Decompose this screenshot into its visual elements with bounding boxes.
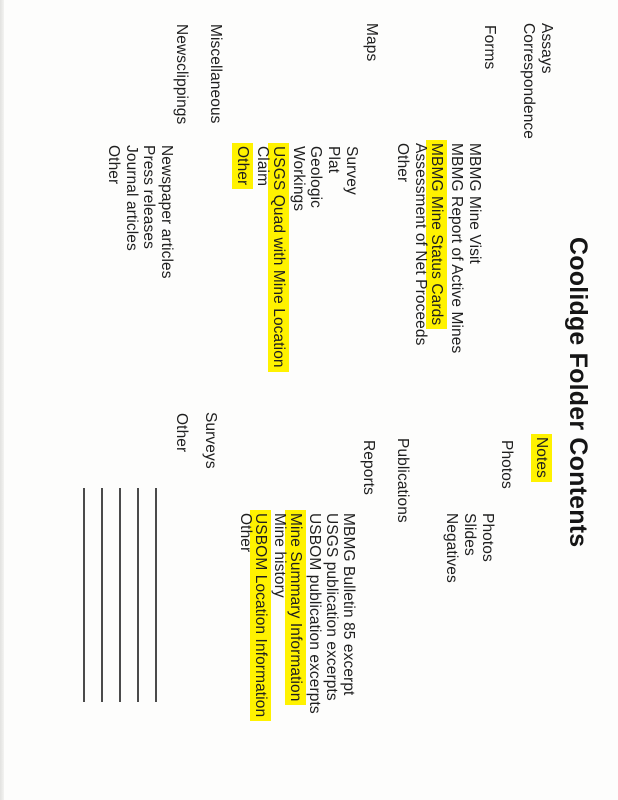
section-label-maps: Maps bbox=[363, 23, 380, 62]
list-item: Claim bbox=[254, 146, 271, 187]
blank-line bbox=[155, 488, 157, 702]
scan-edge-shadow bbox=[0, 0, 4, 800]
list-item-highlighted: MBMG Mine Status Cards bbox=[426, 140, 447, 329]
list-item: Other bbox=[394, 143, 411, 183]
section-label-notes: Notes bbox=[531, 434, 552, 482]
list-item: Journal articles bbox=[123, 145, 140, 251]
list-item: Press releases bbox=[140, 145, 157, 249]
blank-line bbox=[101, 488, 103, 702]
section-label-surveys: Surveys bbox=[202, 412, 219, 469]
section-label-reports: Reports bbox=[360, 440, 377, 495]
list-item: Other bbox=[105, 145, 122, 185]
section-label-forms: Forms bbox=[481, 25, 498, 70]
list-item: Plat bbox=[325, 146, 342, 174]
list-item: MBMG Bulletin 85 excerpt bbox=[340, 513, 357, 696]
list-item: Slides bbox=[461, 513, 478, 556]
section-label-publications: Publications bbox=[394, 438, 411, 523]
list-item: Negatives bbox=[443, 513, 460, 583]
list-item: Other bbox=[237, 513, 254, 553]
list-item-highlighted: USBOM Location Information bbox=[250, 510, 271, 721]
list-item-highlighted: Mine Summary Information bbox=[285, 510, 306, 705]
list-item: Geologic bbox=[307, 146, 324, 208]
list-item: USGS publication excerpts bbox=[323, 513, 340, 701]
section-label-assays: Assays bbox=[538, 23, 555, 74]
list-item: MBMG Report of Active Mines bbox=[448, 143, 465, 354]
list-item: Mine history bbox=[271, 513, 288, 598]
list-item: Survey bbox=[343, 146, 360, 195]
blank-line bbox=[137, 488, 139, 702]
blank-line bbox=[83, 488, 85, 702]
list-item: Assessment of Net Proceeds bbox=[412, 143, 429, 346]
list-item-highlighted: USGS Quad with Mine Location bbox=[268, 143, 289, 372]
blank-line bbox=[119, 488, 121, 702]
section-label-miscellaneous: Miscellaneous bbox=[207, 24, 224, 124]
page-title: Coolidge Folder Contents bbox=[564, 237, 592, 548]
list-item: Photos bbox=[479, 513, 496, 562]
section-label-newsclippings: Newsclippings bbox=[173, 24, 190, 125]
list-item: MBMG Mine Visit bbox=[466, 143, 483, 264]
list-item: Workings bbox=[290, 146, 307, 212]
list-item: Newspaper articles bbox=[158, 145, 175, 279]
list-item-highlighted: Other bbox=[232, 143, 253, 189]
section-label-correspondence: Correspondence bbox=[520, 23, 537, 139]
list-item: USBOM publication excerpts bbox=[306, 513, 323, 714]
section-label-photos: Photos bbox=[498, 440, 515, 489]
list-item: Other bbox=[173, 413, 190, 453]
